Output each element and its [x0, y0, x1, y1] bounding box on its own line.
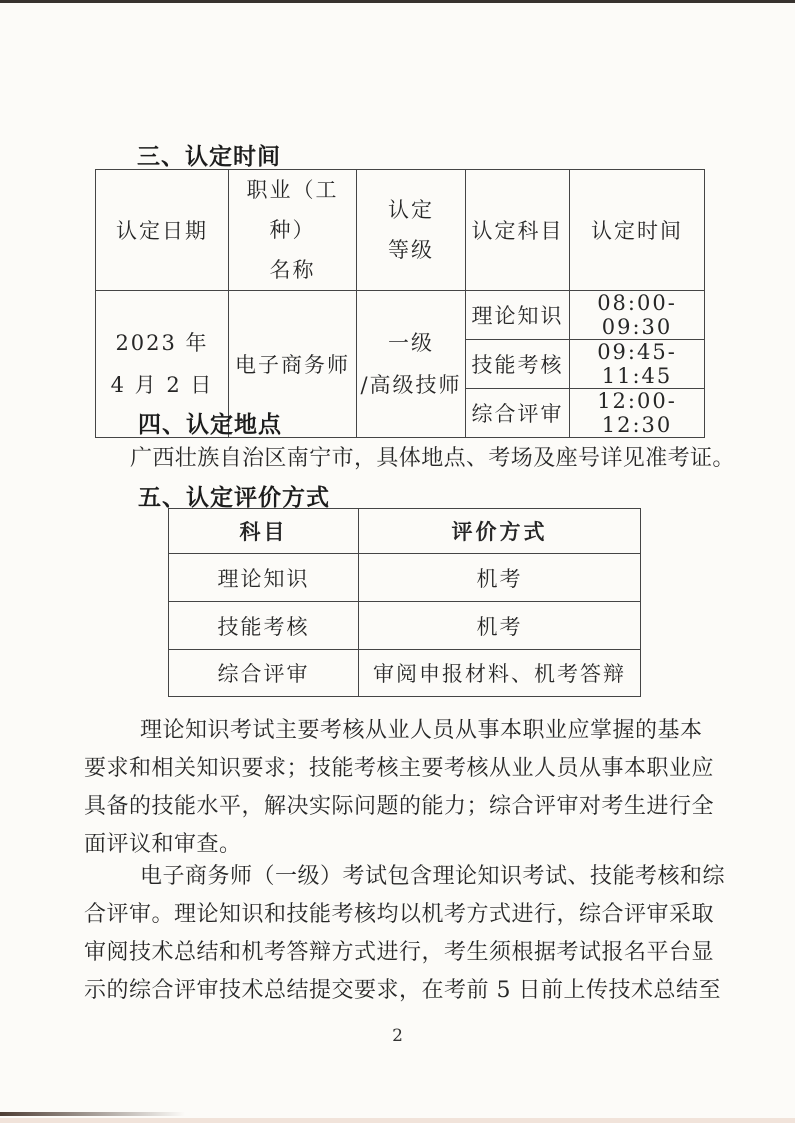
schedule-row-1: [96, 291, 705, 340]
schedule-header-time: 认定时间: [570, 170, 705, 291]
evaluation-subject-cell: 技能考核: [169, 602, 359, 650]
section-heading-3: 三、认定时间: [137, 144, 281, 170]
paragraph-line: 电子商务师（一级）考试包含理论知识考试、技能考核和综: [140, 864, 726, 889]
paragraph-exam-format: [84, 858, 725, 1010]
evaluation-header-row: [169, 509, 641, 554]
schedule-header-occupation: 职业（工种） 名称: [229, 170, 357, 291]
evaluation-subject-cell: 综合评审: [169, 650, 359, 697]
schedule-level-cell: 一级 /高级技师: [357, 291, 466, 438]
paragraph-line: 面评议和审查。: [84, 832, 242, 857]
schedule-header-row: [96, 170, 705, 291]
scan-edge-top: [0, 0, 795, 3]
evaluation-method-cell: 机考: [359, 554, 641, 602]
evaluation-table: [168, 508, 641, 697]
schedule-time-cell: 09:45-11:45: [570, 340, 705, 389]
evaluation-method-cell: 审阅申报材料、机考答辩: [359, 650, 641, 697]
evaluation-row-2: [169, 602, 641, 650]
schedule-subject-cell: 理论知识: [466, 291, 570, 340]
paragraph-line: 示的综合评审技术总结提交要求，在考前 5 日前上传技术总结至: [84, 978, 721, 1003]
schedule-occupation-cell: 电子商务师: [229, 291, 357, 438]
paragraph-line: 理论知识考试主要考核从业人员从事本职业应掌握的基本: [140, 718, 703, 743]
evaluation-header-method: 评价方式: [359, 509, 641, 554]
page-number: 2: [392, 1026, 403, 1046]
schedule-header-subject: 认定科目: [466, 170, 570, 291]
scan-edge-bottom: [0, 1118, 795, 1123]
evaluation-header-subject: 科目: [169, 509, 359, 554]
schedule-subject-cell: 技能考核: [466, 340, 570, 389]
section-heading-5: 五、认定评价方式: [138, 485, 330, 511]
paragraph-line: 合评审。理论知识和技能考核均以机考方式进行，综合评审采取: [84, 902, 715, 927]
paragraph-line: 要求和相关知识要求；技能考核主要考核从业人员从事本职业应: [84, 756, 715, 781]
scan-smudge-bottom-left: [0, 1112, 185, 1116]
schedule-subject-cell: 综合评审: [466, 389, 570, 438]
paragraph-line: 审阅技术总结和机考答辩方式进行，考生须根据考试报名平台显: [84, 940, 715, 965]
schedule-date-cell: 2023 年 4 月 2 日: [96, 291, 229, 438]
evaluation-row-3: [169, 650, 641, 697]
section-heading-4: 四、认定地点: [138, 412, 282, 438]
paragraph-theory-skill: [84, 712, 714, 864]
evaluation-method-cell: 机考: [359, 602, 641, 650]
schedule-time-cell: 12:00-12:30: [570, 389, 705, 438]
schedule-header-date: 认定日期: [96, 170, 229, 291]
paragraph-line: 具备的技能水平，解决实际问题的能力；综合评审对考生进行全: [84, 794, 715, 819]
schedule-table: [95, 169, 705, 438]
schedule-time-cell: 08:00-09:30: [570, 291, 705, 340]
evaluation-row-1: [169, 554, 641, 602]
schedule-header-level: 认定 等级: [357, 170, 466, 291]
evaluation-subject-cell: 理论知识: [169, 554, 359, 602]
location-text: 广西壮族自治区南宁市，具体地点、考场及座号详见准考证。: [130, 446, 735, 471]
